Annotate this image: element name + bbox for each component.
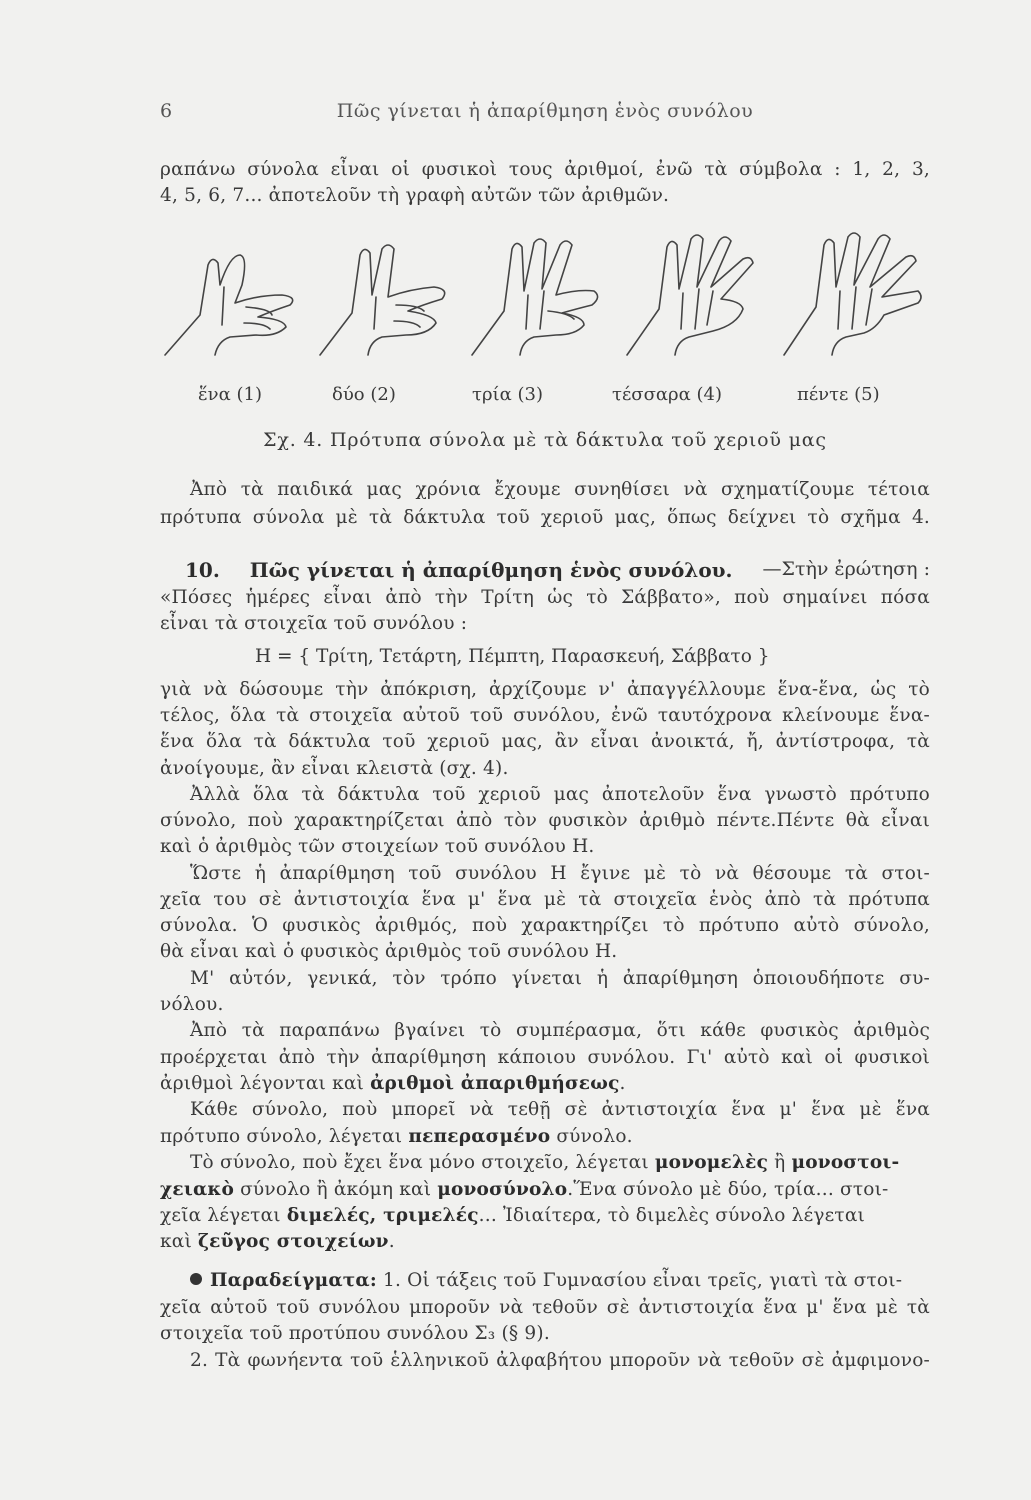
paragraph-line	[160, 1203, 930, 1229]
text-run: καὶ	[160, 1231, 198, 1252]
intro-line: 4, 5, 6, 7... ἀποτελοῦν τὴ γραφὴ αὐτῶν τῶν ἀριθμῶν.	[160, 185, 670, 206]
paragraph-line: εἶναι τὰ στοιχεῖα τοῦ συνόλου :	[160, 613, 468, 634]
text-run: .	[388, 1231, 395, 1252]
hand-illustration	[160, 225, 930, 375]
paragraph-line: προέρχεται ἀπὸ τὴν ἀπαρίθμηση κάποιου συνόλου. Γι' αὐτὸ καὶ οἱ φυσικοὶ	[160, 1047, 930, 1068]
examples-label: Παραδείγματα:	[210, 1270, 377, 1291]
running-title: Πῶς γίνεται ἡ ἀπαρίθμηση ἑνὸς συνόλου	[336, 100, 754, 122]
paragraph-line: σύνολα. Ὁ φυσικὸς ἀριθμός, ποὺ χαρακτηρίζει τὸ πρότυπο αὐτὸ σύνολο,	[160, 915, 930, 936]
figure-label: δύο (2)	[332, 384, 396, 405]
paragraph-line: ἀνοίγουμε, ἂν εἶναι κλειστὰ (σχ. 4).	[160, 758, 509, 779]
text-run: .	[619, 1073, 626, 1094]
term-bold: χειακὸ	[160, 1179, 235, 1200]
hand-two	[320, 245, 445, 355]
text-run: Τὸ σύνολο, ποὺ ἔχει ἕνα μόνο στοιχεῖο, λέγεται	[190, 1152, 655, 1173]
examples-line	[160, 1268, 930, 1294]
paragraph-line: χεῖα αὐτοῦ τοῦ συνόλου μποροῦν νὰ τεθοῦν σὲ ἀντιστοιχία ἕνα μ' ἕνα μὲ τὰ	[160, 1297, 930, 1318]
term-bold: διμελές, τριμελές	[286, 1205, 479, 1226]
figure-caption: Σχ. 4. Πρότυπα σύνολα μὲ τὰ δάκτυλα τοῦ χεριοῦ μας	[263, 429, 827, 451]
section-lead: —Στὴν ἐρώτηση :	[762, 558, 930, 580]
paragraph-line: γιὰ νὰ δώσουμε τὴν ἀπόκριση, ἀρχίζουμε ν' ἀπαγγέλλουμε ἕνα-ἕνα, ὡς τὸ	[160, 679, 930, 700]
term-bold: ἀριθμοὶ ἀπαριθμήσεως	[370, 1073, 620, 1094]
paragraph-line	[160, 1071, 930, 1097]
paragraph-line	[160, 1177, 930, 1203]
hand-three	[472, 239, 598, 355]
hand-four	[627, 235, 753, 355]
paragraph-line: Ἀπὸ τὰ παιδικά μας χρόνια ἔχουμε συνηθίσει νὰ σχηματίζουμε τέτοια	[190, 479, 930, 500]
figure-label: πέντε (5)	[797, 384, 880, 405]
paragraph-line: Ἀπὸ τὰ παραπάνω βγαίνει τὸ συμπέρασμα, ὅτι κάθε φυσικὸς ἀριθμὸς	[190, 1020, 930, 1041]
paragraph-line: θὰ εἶναι καὶ ὁ φυσικὸς ἀριθμὸς τοῦ συνόλου Η.	[160, 941, 618, 962]
paragraph-line: 2. Τὰ φωνήεντα τοῦ ἑλληνικοῦ ἀλφαβήτου μποροῦν νὰ τεθοῦν σὲ ἀμφιμονο-	[190, 1350, 930, 1371]
paragraph-line: Κάθε σύνολο, ποὺ μπορεῖ νὰ τεθῇ σὲ ἀντιστοιχία ἕνα μ' ἕνα μὲ ἕνα	[190, 1099, 930, 1120]
term-bold: πεπερασμένο	[408, 1126, 551, 1147]
text-run: χεῖα λέγεται	[160, 1205, 287, 1226]
page-header	[160, 100, 930, 130]
text-run: σύνολο ἢ ἀκόμη καὶ	[234, 1179, 438, 1200]
paragraph-line	[160, 1229, 930, 1255]
paragraph-line: καὶ ὁ ἀριθμὸς τῶν στοιχείων τοῦ συνόλου Η.	[160, 836, 595, 857]
figure-label: ἕνα (1)	[198, 384, 262, 405]
paragraph-line: τέλος, ὅλα τὰ στοιχεῖα αὐτοῦ τοῦ συνόλου, ἐνῶ ταυτόχρονα κλείνουμε ἕνα-	[160, 705, 930, 726]
text-run: ... Ἰδιαίτερα, τὸ διμελὲς σύνολο λέγεται	[478, 1205, 866, 1226]
term-bold: μονοστοι-	[791, 1152, 900, 1173]
term-bold: μονοσύνολο	[437, 1179, 568, 1200]
bullet-icon	[190, 1273, 202, 1285]
set-definition: Η = { Τρίτη, Τετάρτη, Πέμπτη, Παρασκευή, Σάββατο }	[255, 646, 770, 667]
text-run: πρότυπο σύνολο, λέγεται	[160, 1126, 409, 1147]
section-title: Πῶς γίνεται ἡ ἀπαρίθμηση ἑνὸς συνόλου.	[249, 558, 733, 582]
page-number: 6	[160, 100, 173, 122]
text-run: 1. Οἱ τάξεις τοῦ Γυμνασίου εἶναι τρεῖς, γιατὶ τὰ στοι-	[376, 1270, 903, 1291]
paragraph-line: ἕνα ὅλα τὰ δάκτυλα τοῦ χεριοῦ μας, ἂν εἶναι ἀνοικτά, ἤ, ἀντίστροφα, τὰ	[160, 731, 930, 752]
figure-label: τρία (3)	[472, 384, 543, 405]
text-run: ἀριθμοὶ λέγονται καὶ	[160, 1073, 371, 1094]
paragraph-line: Ἀλλὰ ὅλα τὰ δάκτυλα τοῦ χεριοῦ μας ἀποτελοῦν ἕνα γνωστὸ πρότυπο	[190, 784, 930, 805]
paragraph-line: «Πόσες ἡμέρες εἶναι ἀπὸ τὴν Τρίτη ὡς τὸ Σάββατο», ποὺ σημαίνει πόσα	[160, 587, 930, 608]
hand-five	[784, 233, 921, 355]
paragraph-line: Μ' αὐτόν, γενικά, τὸν τρόπο γίνεται ἡ ἀπαρίθμηση ὁποιουδήποτε συ-	[190, 968, 930, 989]
text-run: ἢ	[768, 1152, 792, 1173]
paragraph-line: στοιχεῖα τοῦ προτύπου συνόλου Σ₃ (§ 9).	[160, 1323, 550, 1344]
paragraph-line	[160, 1124, 930, 1150]
section-number: 10.	[185, 558, 220, 582]
term-bold: ζεῦγος στοιχείων	[198, 1231, 389, 1252]
figure-label: τέσσαρα (4)	[612, 384, 722, 405]
paragraph-line: χεῖα του σὲ ἀντιστοιχία ἕνα μ' ἕνα μὲ τὰ στοιχεῖα ἑνὸς ἀπὸ τὰ πρότυπα	[160, 889, 930, 910]
text-run: .Ἕνα σύνολο μὲ δύο, τρία... στοι-	[567, 1179, 889, 1200]
hand-figure	[160, 225, 930, 375]
text-run: σύνολο.	[550, 1126, 633, 1147]
paragraph-line: Ὥστε ἡ ἀπαρίθμηση τοῦ συνόλου Η ἔγινε μὲ τὸ νὰ θέσουμε τὰ στοι-	[190, 863, 930, 884]
hand-one	[165, 255, 293, 355]
paragraph-line: σύνολο, ποὺ χαρακτηρίζεται ἀπὸ τὸν φυσικὸν ἀριθμὸ πέντε.Πέντε θὰ εἶναι	[160, 810, 930, 831]
paragraph-line: νόλου.	[160, 994, 224, 1015]
term-bold: μονομελὲς	[654, 1152, 769, 1173]
intro-line: ραπάνω σύνολα εἶναι οἱ φυσικοὶ τους ἀριθμοί, ἐνῶ τὰ σύμβολα : 1, 2, 3,	[160, 159, 930, 180]
paragraph-line	[160, 1150, 930, 1176]
section-heading	[185, 558, 930, 582]
paragraph-line: πρότυπα σύνολα μὲ τὰ δάκτυλα τοῦ χεριοῦ μας, ὅπως δείχνει τὸ σχῆμα 4.	[160, 507, 930, 528]
